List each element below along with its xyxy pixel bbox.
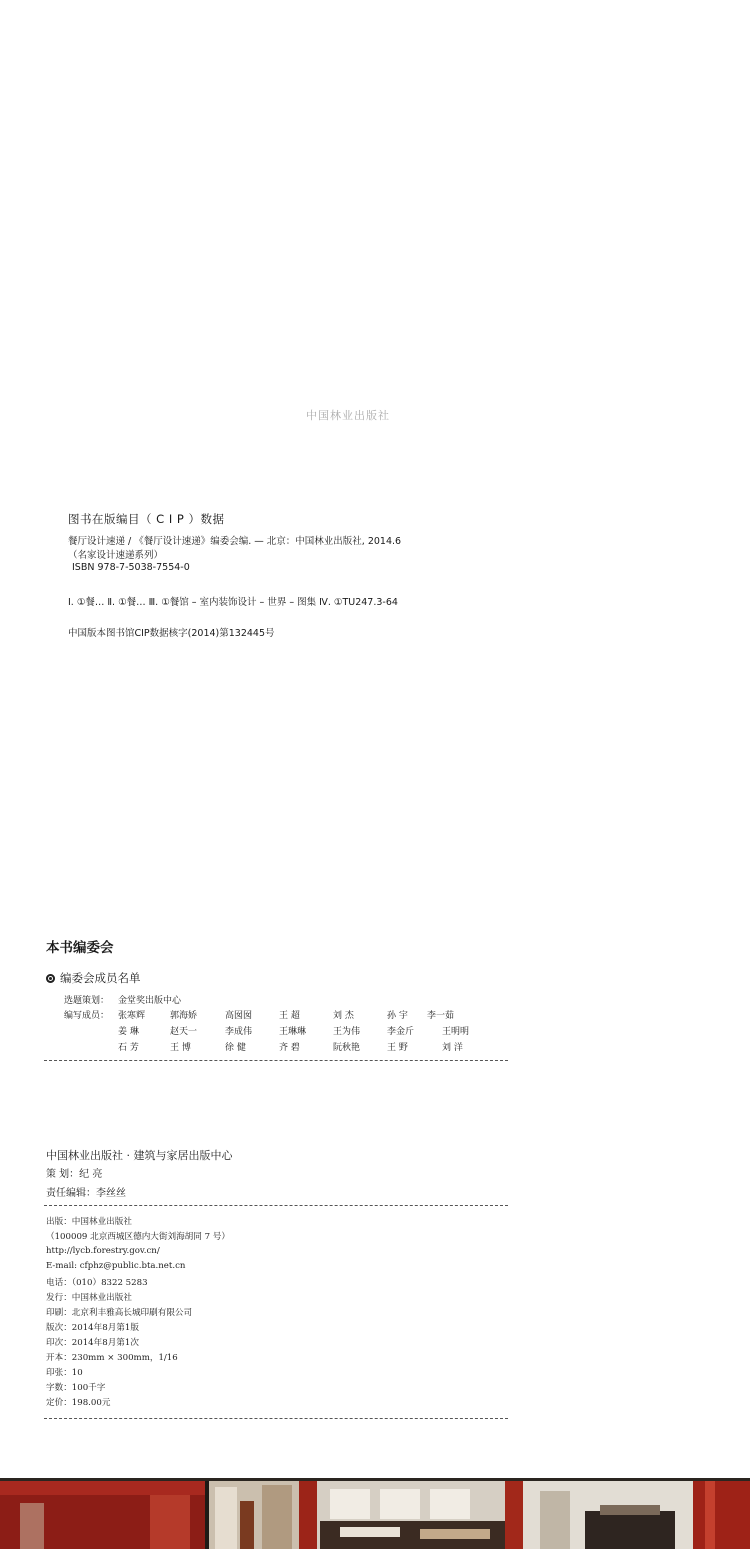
writer-name: 王 超	[279, 1011, 300, 1021]
imprint-line: E-mail: cfphz@public.bta.net.cn	[46, 1261, 186, 1271]
writer-name: 姜 琳	[118, 1027, 139, 1037]
writer-name: 王 野	[387, 1043, 408, 1053]
planning-value: 金堂奖出版中心	[118, 996, 182, 1006]
publisher-watermark: 中国林业出版社	[306, 409, 390, 422]
board-members-heading-text: 编委会成员名单	[60, 971, 141, 985]
bullet-icon	[46, 974, 55, 983]
writer-name: 李一茹	[427, 1011, 455, 1021]
writer-name: 王 博	[170, 1043, 191, 1053]
writer-name: 高囡囡	[225, 1011, 253, 1021]
planning-label: 选题策划：	[64, 996, 110, 1006]
restaurant-photo-strip	[0, 1478, 750, 1549]
writer-name: 张寒辉	[118, 1011, 146, 1021]
editorial-board-title: 本书编委会	[46, 940, 114, 956]
imprint-line: （100009 北京西城区德内大街刘海胡同 7 号）	[46, 1232, 230, 1242]
imprint-line: 印次：2014年8月第1次	[46, 1338, 139, 1348]
writer-name: 郭海娇	[170, 1011, 198, 1021]
publishing-center-title: 中国林业出版社 · 建筑与家居出版中心	[46, 1149, 233, 1162]
imprint-line: 出版：中国林业出版社	[46, 1217, 132, 1227]
divider	[44, 1418, 508, 1419]
restaurant-interior-image	[0, 1481, 750, 1549]
imprint-line: 发行：中国林业出版社	[46, 1293, 132, 1303]
cip-book-line: 餐厅设计速递 / 《餐厅设计速递》编委会编. — 北京：中国林业出版社, 2014.6	[68, 536, 402, 547]
imprint-line: http://lycb.forestry.gov.cn/	[46, 1246, 160, 1256]
imprint-line: 印刷：北京利丰雅高长城印刷有限公司	[46, 1308, 193, 1318]
divider	[44, 1060, 508, 1061]
writer-name: 王为伟	[333, 1027, 361, 1037]
writer-name: 刘 洋	[442, 1043, 463, 1053]
writer-name: 王琳琳	[279, 1027, 307, 1037]
writer-name: 徐 健	[225, 1043, 246, 1053]
cip-series-line: （名家设计速递系列）	[68, 550, 164, 561]
writer-name: 赵天一	[170, 1027, 198, 1037]
divider	[44, 1205, 508, 1206]
planning-row	[64, 993, 181, 1006]
imprint-line: 印张：10	[46, 1368, 83, 1378]
writer-name: 孙 宇	[387, 1011, 408, 1021]
board-members-heading	[46, 970, 141, 986]
writer-name: 齐 碧	[279, 1043, 300, 1053]
writers-label: 编写成员：	[64, 1011, 110, 1021]
cip-title: 图书在版编目（ C I P ）数据	[68, 512, 225, 526]
writer-name: 李金斤	[387, 1027, 415, 1037]
editor-credit: 责任编辑：李丝丝	[46, 1188, 126, 1199]
cip-classification: Ⅰ. ①餐… Ⅱ. ①餐… Ⅲ. ①餐馆 – 室内装饰设计 – 世界 – 图集 Ⅳ. ①TU247.3-64	[68, 597, 398, 608]
writer-name: 王明明	[442, 1027, 470, 1037]
cip-record-number: 中国版本图书馆CIP数据核字(2014)第132445号	[68, 628, 275, 639]
imprint-line: 开本：230mm × 300mm，1/16	[46, 1353, 178, 1363]
planner-credit: 策 划：纪 亮	[46, 1169, 103, 1180]
imprint-line: 电话：（010）8322 5283	[46, 1278, 148, 1288]
writer-name: 李成伟	[225, 1027, 253, 1037]
imprint-line: 字数：100千字	[46, 1383, 106, 1393]
cip-isbn: ISBN 978-7-5038-7554-0	[72, 562, 190, 573]
writer-name: 石 芳	[118, 1043, 139, 1053]
writer-name: 阮秋艳	[333, 1043, 361, 1053]
imprint-line: 定价：198.00元	[46, 1398, 111, 1408]
writer-name: 刘 杰	[333, 1011, 354, 1021]
imprint-line: 版次：2014年8月第1版	[46, 1323, 139, 1333]
